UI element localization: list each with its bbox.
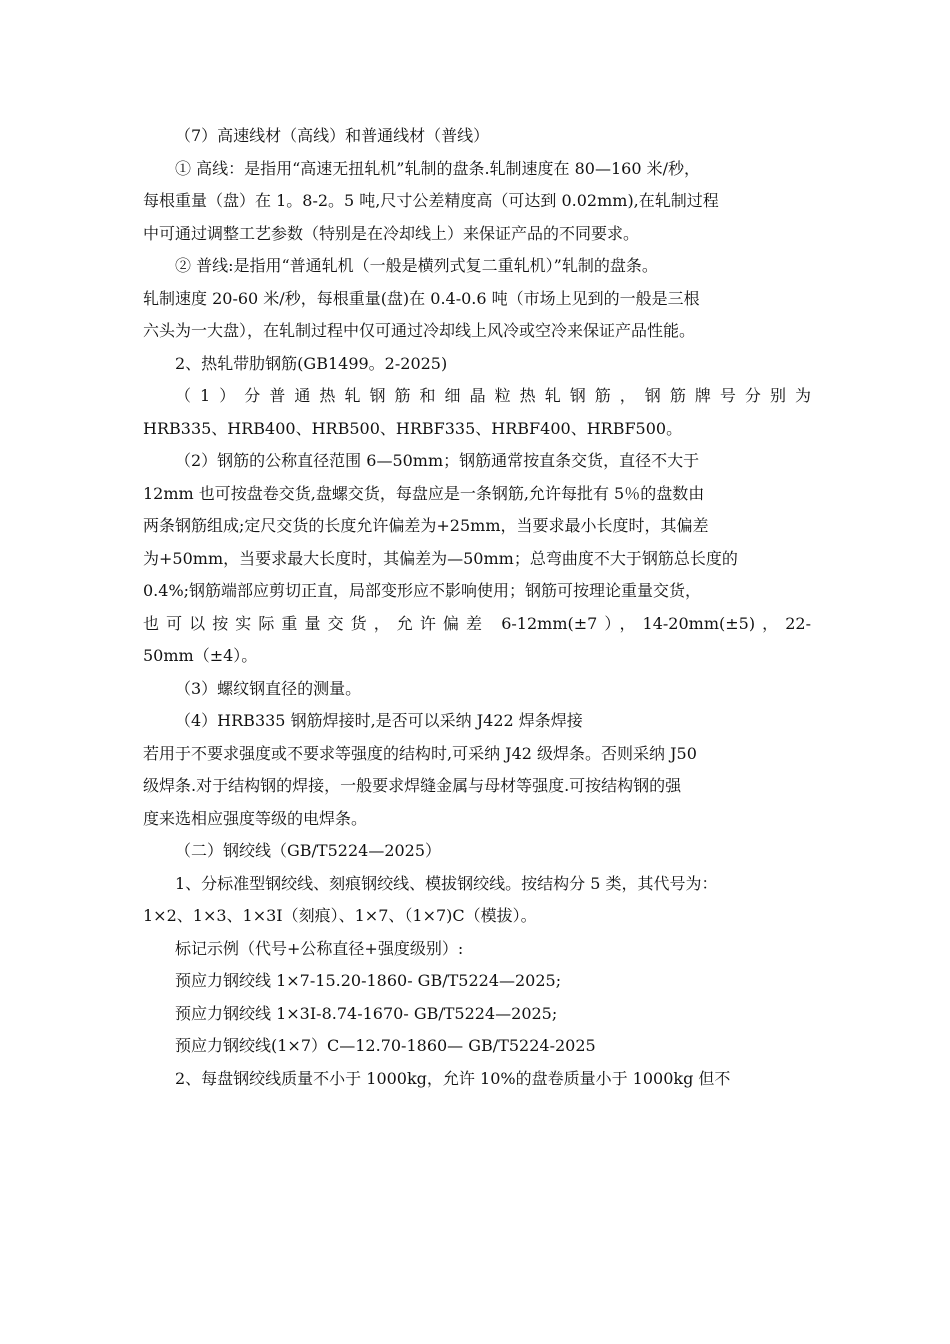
- text-line: 12mm 也可按盘卷交货,盘螺交货，每盘应是一条钢筋,允许每批有 5％的盘数由: [143, 483, 705, 503]
- text-line: （4）HRB335 钢筋焊接时,是否可以采纳 J422 焊条焊接: [175, 711, 583, 730]
- text-line: 50mm（±4）。: [143, 646, 258, 665]
- section-heading: 2、热轧带肋钢筋(GB1499。2-2025): [175, 353, 448, 373]
- section-heading: （二）钢绞线（GB/T5224—2025）: [175, 841, 442, 860]
- text-line: 预应力钢绞线 1×7-15.20-1860- GB/T5224—2025;: [175, 971, 562, 990]
- text-line: 每根重量（盘）在 1。8-2。5 吨,尺寸公差精度高（可达到 0.02mm),在轧制过程: [143, 191, 719, 210]
- text-line: （2）钢筋的公称直径范围 6—50mm；钢筋通常按直条交货，直径不大于: [175, 451, 700, 470]
- text-line: 标记示例（代号+公称直径+强度级别）:: [175, 938, 464, 958]
- text-line: 为+50mm，当要求最大长度时，其偏差为—50mm；总弯曲度不大于钢筋总长度的: [143, 548, 738, 568]
- text-line: ① 高线：是指用“高速无扭轧机”轧制的盘条.轧制速度在 80—160 米/秒，: [175, 158, 700, 178]
- text-line: HRB335、HRB400、HRB500、HRBF335、HRBF400、HRBF500。: [143, 418, 683, 438]
- text-line: 轧制速度 20-60 米/秒，每根重量(盘)在 0.4-0.6 吨（市场上见到的一般是三根: [143, 288, 700, 308]
- text-line: 六头为一大盘），在轧制过程中仅可通过冷却线上风冷或空冷来保证产品性能。: [143, 321, 696, 340]
- text-line: 若用于不要求强度或不要求等强度的结构时,可采纳 J42 级焊条。否则采纳 J50: [143, 743, 697, 763]
- text-line: ② 普线:是指用“普通轧机（一般是横列式复二重轧机）”轧制的盘条。: [175, 256, 658, 275]
- text-line: 级焊条.对于结构钢的焊接，一般要求焊缝金属与母材等强度.可按结构钢的强: [143, 776, 682, 795]
- text-line: 预应力钢绞线(1×7）C—12.70-1860— GB/T5224-2025: [175, 1036, 596, 1055]
- text-line: 2、每盘钢绞线质量不小于 1000kg，允许 10%的盘卷质量小于 1000kg 但不: [175, 1068, 731, 1088]
- text-line: 也可以按实际重量交货，允许偏差 6-12mm(±7），14-20mm(±5)，22-: [143, 613, 811, 633]
- text-line: 预应力钢绞线 1×3I-8.74-1670- GB/T5224—2025;: [175, 1003, 558, 1023]
- text-line: 中可通过调整工艺参数（特别是在冷却线上）来保证产品的不同要求。: [143, 223, 640, 243]
- text-line: （1）分普通热轧钢筋和细晶粒热轧钢筋，钢筋牌号分别为: [175, 386, 811, 405]
- text-line: 1、分标准型钢绞线、刻痕钢绞线、模拔钢绞线。按结构分 5 类，其代号为：: [175, 873, 718, 893]
- text-line: （7）高速线材（高线）和普通线材（普线）: [175, 126, 490, 145]
- text-line: 0.4%;钢筋端部应剪切正直，局部变形应不影响使用；钢筋可按理论重量交货，: [143, 581, 702, 600]
- document-body: [143, 120, 811, 1095]
- text-line: 1×2、1×3、1×3I（刻痕）、1×7、（1×7)C（模拔）。: [143, 906, 537, 925]
- text-line: 度来选相应强度等级的电焊条。: [143, 808, 368, 828]
- text-line: （3）螺纹钢直径的测量。: [175, 678, 362, 698]
- text-line: 两条钢筋组成;定尺交货的长度允许偏差为+25mm，当要求最小长度时，其偏差: [143, 516, 709, 535]
